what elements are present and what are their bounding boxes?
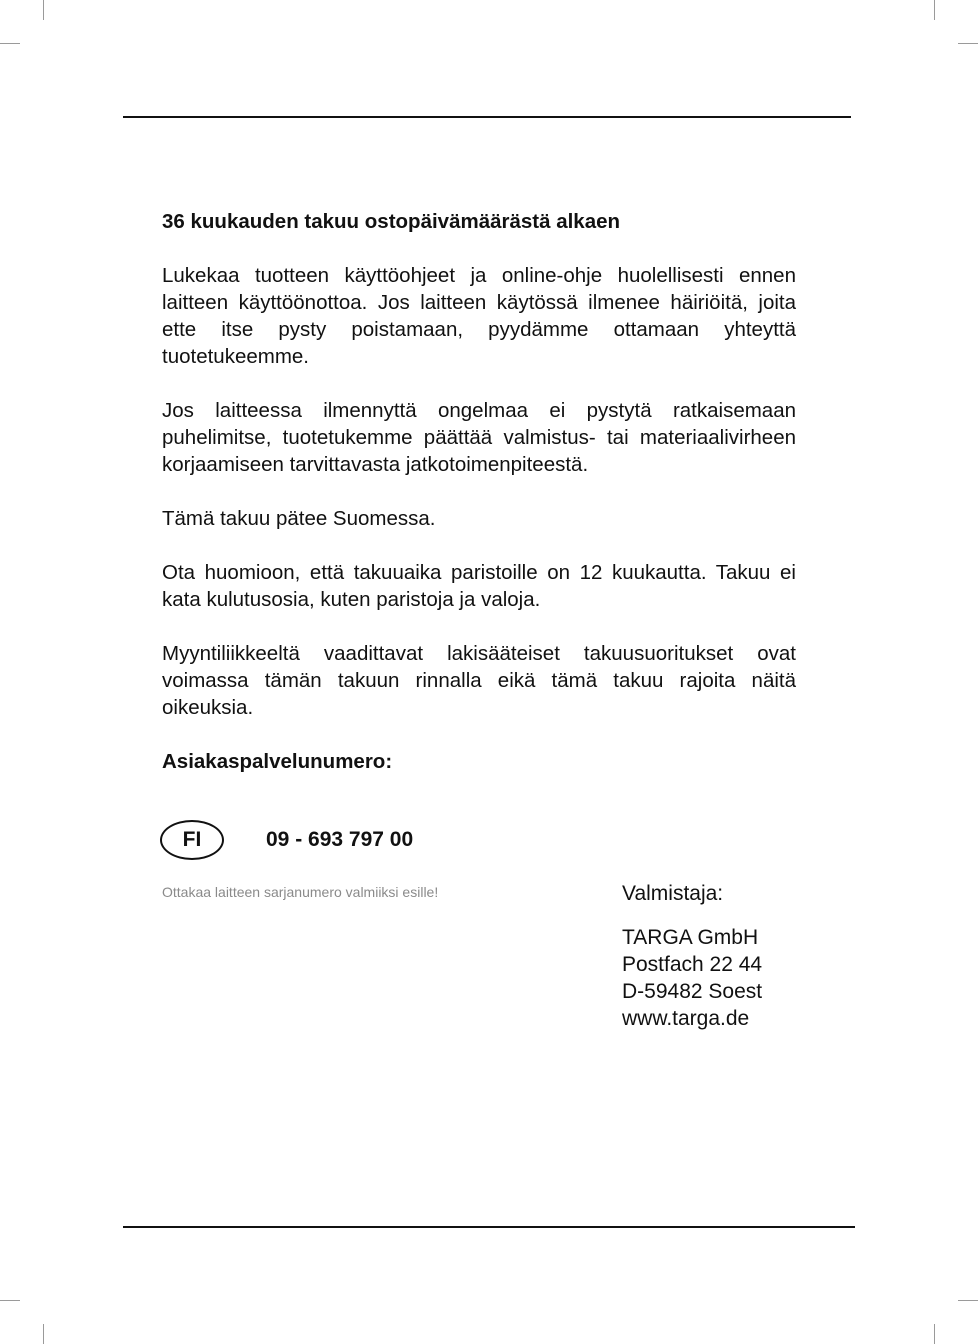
country-code: FI <box>182 828 202 851</box>
warranty-text <box>162 208 796 775</box>
crop-mark <box>934 1324 935 1344</box>
crop-mark <box>958 43 978 44</box>
footer-rule <box>123 1226 855 1228</box>
paragraph-validity: Tämä takuu pätee Suomessa. <box>162 507 436 530</box>
paragraph-repair: Jos laitteessa ilmennyttä ongelmaa ei pystytä ratkaisemaan puhelimitse, tuotetukemme päättää valmistus- tai materiaalivirheen korjaamiseen tarvittavasta jatkotoimenpiteestä. <box>162 399 796 476</box>
hotline-row <box>160 820 413 860</box>
crop-mark <box>43 1324 44 1344</box>
paragraph-manual: Lukekaa tuotteen käyttöohjeet ja online-ohje huolellisesti ennen laitteen käyttöönottoa. Jos laitteen käytössä ilmenee häiriöitä, joita ette itse pysty poistamaan, pyydämme ottamaan yhteyttä tuotetukeemme. <box>162 264 796 368</box>
crop-mark <box>43 0 44 20</box>
country-code-badge <box>160 820 224 860</box>
paragraph-statutory: Myyntiliikkeeltä vaadittavat lakisääteiset takuusuoritukset ovat voimassa tämän takuun rinnalla eikä tämä takuu rajoita näitä oikeuksia. <box>162 642 796 719</box>
postal-code-city: D-59482 Soest <box>622 980 763 1003</box>
serial-number-note: Ottakaa laitteen sarjanumero valmiiksi esille! <box>162 884 439 900</box>
website: www.targa.de <box>622 1007 750 1030</box>
crop-mark <box>958 1300 978 1301</box>
paragraph-batteries: Ota huomioon, että takuuaika paristoille on 12 kuukautta. Takuu ei kata kulutusosia, kuten paristoja ja valoja. <box>162 561 796 611</box>
warranty-heading: 36 kuukauden takuu ostopäivämäärästä alkaen <box>162 210 621 233</box>
crop-mark <box>0 1300 20 1301</box>
service-heading: Asiakaspalvelunumero: <box>162 750 393 773</box>
company-name: TARGA GmbH <box>622 926 759 949</box>
header-rule <box>123 116 851 118</box>
postal-box: Postfach 22 44 <box>622 953 763 976</box>
crop-mark <box>934 0 935 20</box>
manufacturer-label: Valmistaja: <box>622 882 724 905</box>
crop-mark <box>0 43 20 44</box>
phone-number: 09 - 693 797 00 <box>266 828 414 851</box>
manufacturer-block <box>622 880 762 1032</box>
